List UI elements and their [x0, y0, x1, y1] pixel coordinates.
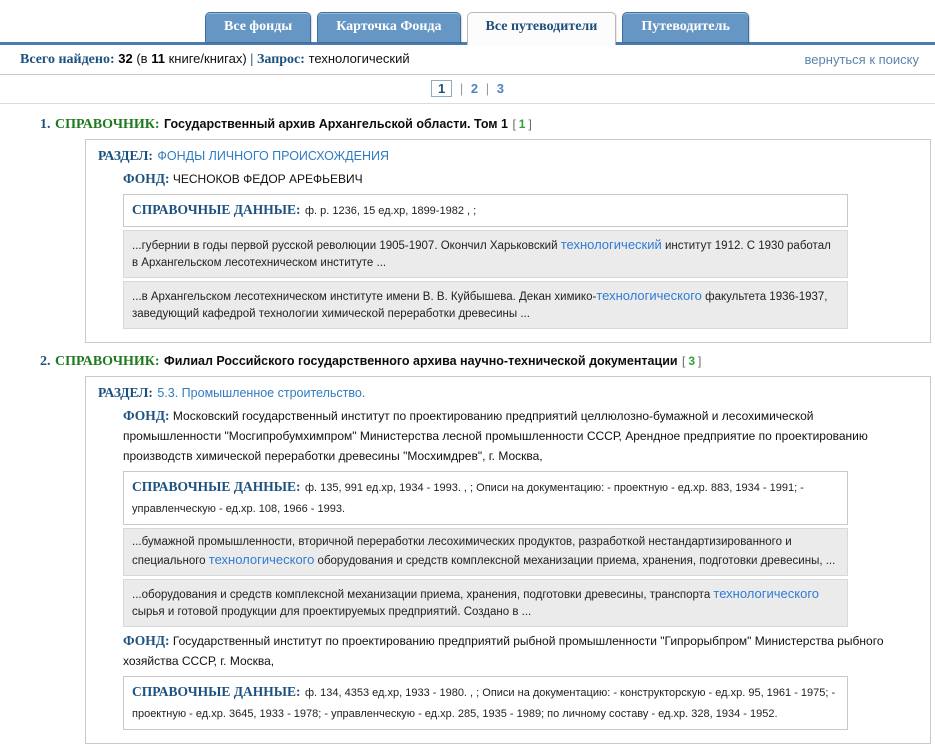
bracket-close: ] — [528, 117, 532, 131]
header-separator: | — [250, 52, 254, 67]
fond-label: ФОНД: — [123, 408, 170, 423]
bracket-open: [ — [512, 117, 516, 131]
page-separator: | — [459, 81, 464, 96]
books-close: книге/книгах) — [168, 51, 247, 66]
reference-data-value: ф. 135, 991 ед.хр, 1934 - 1993. , ; Описи на документацию: - проектную - ед.хр. 883, 1934 - 1991; - управленческую - ед.хр. 108, 1966 - 1993. — [132, 482, 804, 515]
fond-label: ФОНД: — [123, 171, 170, 186]
result-number: 2. — [40, 354, 51, 369]
snippet-highlight: технологического — [208, 552, 315, 567]
reference-data-box — [123, 194, 848, 227]
reference-data-label: СПРАВОЧНЫЕ ДАННЫЕ: — [132, 479, 301, 494]
bracket-open: [ — [682, 354, 686, 368]
tab-all-funds[interactable]: Все фонды — [205, 12, 311, 42]
pagination — [0, 75, 935, 104]
snippet-text: сырья и готовой продукции для проектируемых предприятий. Создано в ... — [132, 606, 532, 618]
match-count-link[interactable]: 1 — [518, 117, 526, 131]
search-snippet — [123, 579, 848, 627]
page-separator: | — [485, 81, 490, 96]
fond-block — [123, 406, 924, 730]
snippet-text: ...в Архангельском лесотехническом институте имени В. В. Куйбышева. Декан химико- — [132, 291, 597, 303]
search-snippet — [123, 528, 848, 576]
fond-name: ЧЕСНОКОВ ФЕДОР АРЕФЬЕВИЧ — [172, 172, 363, 186]
page-link-2[interactable]: 2 — [470, 81, 479, 96]
fond-label: ФОНД: — [123, 633, 170, 648]
result-item — [40, 115, 931, 343]
section-label: РАЗДЕЛ: — [98, 148, 153, 163]
result-heading — [40, 115, 931, 133]
tab-all-guides[interactable]: Все путеводители — [467, 12, 617, 45]
book-count: 11 — [151, 51, 165, 66]
reference-data-label: СПРАВОЧНЫЕ ДАННЫЕ: — [132, 202, 301, 217]
snippet-text: ...губернии в годы первой русской революции 1905-1907. Окончил Харьковский — [132, 240, 561, 252]
bracket-close: ] — [698, 354, 702, 368]
tab-fund-card[interactable]: Карточка Фонда — [317, 12, 460, 42]
query-label: Запрос: — [257, 52, 305, 67]
search-snippet — [123, 281, 848, 329]
section-line — [98, 147, 924, 165]
snippet-highlight: технологический — [560, 237, 662, 252]
section-link[interactable]: ФОНДЫ ЛИЧНОГО ПРОИСХОЖДЕНИЯ — [157, 149, 389, 163]
result-box — [85, 376, 931, 744]
snippet-text: ...бумажной промышленности, вторичной переработки лесохимических продуктов, разработкой нестандартизированного и специального — [132, 536, 792, 567]
back-to-search-link[interactable]: вернуться к поиску — [804, 52, 919, 67]
fond-block — [123, 169, 924, 329]
directory-title: Государственный архив Архангельской области. Том 1 — [164, 117, 508, 131]
results-list — [0, 104, 935, 744]
reference-data-box — [123, 471, 848, 525]
results-summary — [20, 51, 410, 68]
directory-label: СПРАВОЧНИК: — [54, 354, 160, 369]
reference-data-box — [123, 676, 848, 730]
result-number: 1. — [40, 117, 51, 132]
fond-line — [123, 631, 913, 671]
snippet-text: факультета 1936-1937, заведующий кафедрой технологии химической переработки древесины ... — [132, 291, 828, 320]
directory-title: Филиал Российского государственного архива научно-технической документации — [164, 354, 678, 368]
snippet-text: ...оборудования и средств комплексной механизации приема, хранения, подготовки древесины, транспорта — [132, 589, 714, 601]
page-link-3[interactable]: 3 — [496, 81, 504, 96]
snippet-highlight: технологического — [596, 288, 702, 303]
snippet-highlight: технологического — [713, 586, 820, 601]
section-link[interactable]: 5.3. Промышленное строительство. — [157, 386, 366, 400]
fond-name: Московский государственный институт по проектированию предприятий целлюлозно-бумажной и лесохимической промышленности "Мосгипробумхимпром" Министерства лесной промышленности СССР, Арендное предприятие по проектированию производств химической переработки древесины "Мосхимдрев", г. Москва, — [123, 409, 868, 463]
section-line — [98, 384, 924, 402]
fond-line — [123, 406, 913, 466]
search-snippet — [123, 230, 848, 278]
match-count-link[interactable]: 3 — [688, 354, 696, 368]
snippet-text: оборудования и средств комплексной механизации приема, хранения, подготовки древесины, ... — [314, 555, 836, 567]
reference-data-label: СПРАВОЧНЫЕ ДАННЫЕ: — [132, 684, 301, 699]
books-open: (в — [136, 51, 148, 66]
result-box — [85, 139, 931, 343]
reference-data-value: ф. р. 1236, 15 ед.хр, 1899-1982 , ; — [304, 205, 477, 217]
snippet-text: институт 1912. С 1930 работал в Архангельском лесотехническом институте ... — [132, 240, 831, 269]
section-label: РАЗДЕЛ: — [98, 385, 153, 400]
found-count: 32 — [118, 51, 133, 66]
fond-line — [123, 169, 913, 189]
result-heading — [40, 352, 931, 370]
reference-data-value: ф. 134, 4353 ед.хр, 1933 - 1980. , ; Описи на документацию: - конструкторскую - ед.хр. 95, 1961 - 1975; - проектную - ед.хр. 3645, 1933 - 1978; - управленческую - ед.хр. 285, 1935 - 1989; по личному составу - ед.хр. 328, 1934 - 1952. — [132, 687, 836, 720]
directory-label: СПРАВОЧНИК: — [54, 117, 160, 132]
tab-bar — [0, 0, 935, 45]
found-label: Всего найдено: — [20, 52, 115, 67]
result-item — [40, 352, 931, 744]
query-value: технологический — [308, 51, 410, 66]
results-header — [0, 45, 935, 75]
fond-name: Государственный институт по проектированию предприятий рыбной промышленности "Гипрорыбпром" Министерства рыбного хозяйства СССР, г. Москва, — [123, 634, 884, 668]
page-current: 1 — [431, 80, 452, 97]
tab-guide[interactable]: Путеводитель — [622, 12, 749, 42]
